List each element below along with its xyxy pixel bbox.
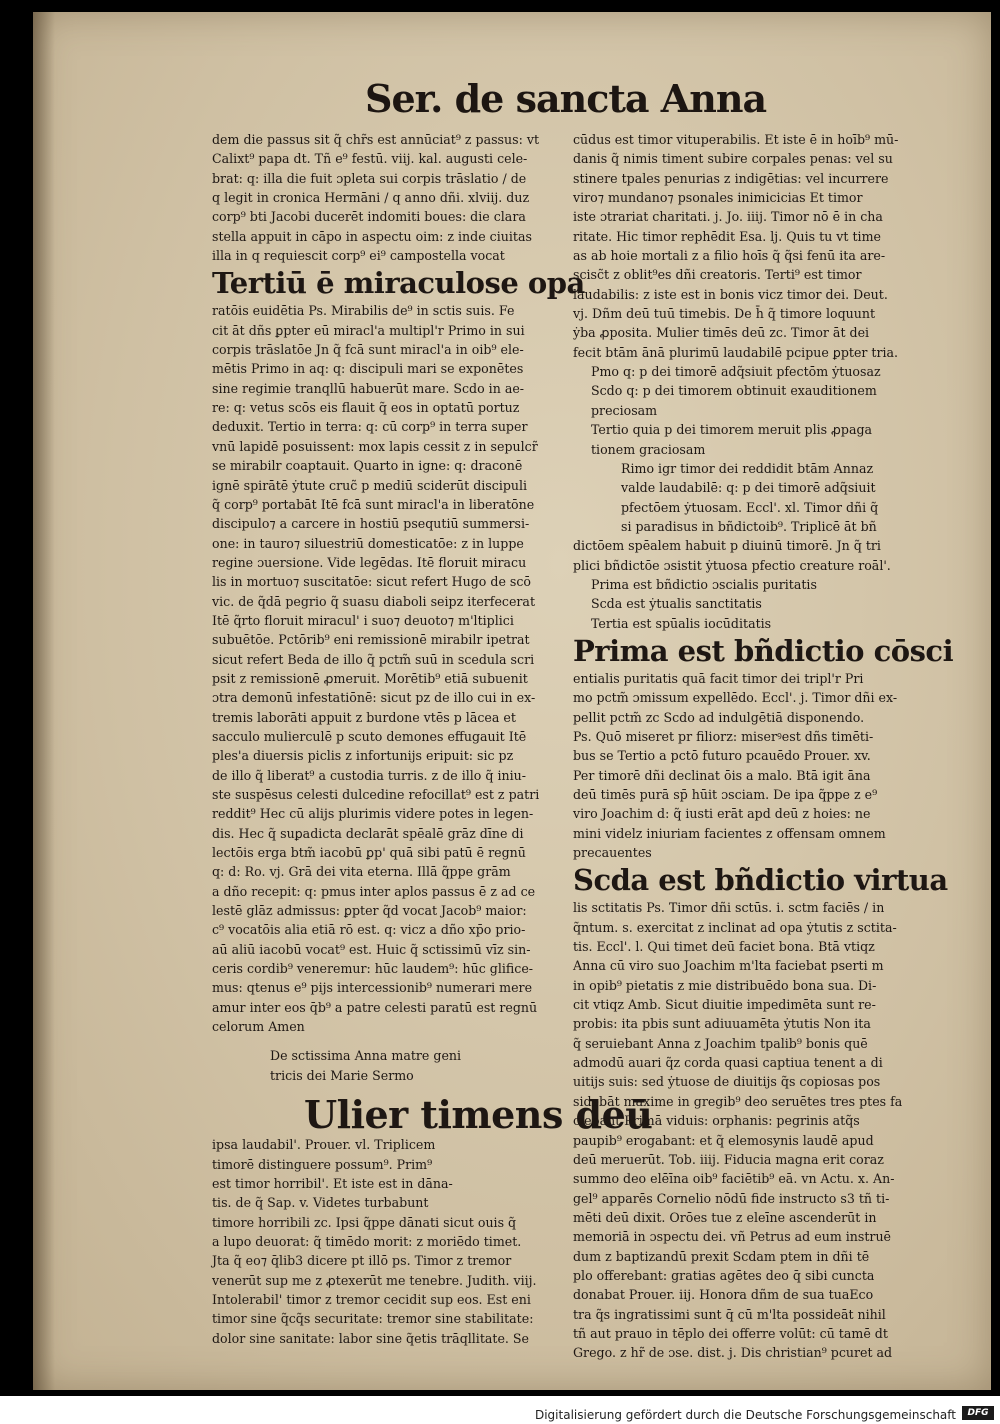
text-line: vj. Dñm deū tuū timebis. De h̄ q̃ timore loquunt	[573, 306, 876, 322]
text-line: Pmo q: p dei timorē adq̃siuit pfectōm ẏtuosaz	[591, 364, 881, 380]
text-line: corp⁹ bti Jacobi ducerēt indomiti boues: die clara	[212, 209, 526, 225]
section-heading-mulier: Ulier timens deū	[304, 1092, 653, 1138]
right-text-block-e	[573, 669, 951, 862]
text-line: tremis laborāti appuit z burdone vtēs p lācea et	[212, 709, 516, 725]
section-heading-prima: Prima est bñdictio cōsci	[573, 633, 954, 668]
text-line: viro Joachim d: q̃ iusti erāt apd deū z hoies: ne	[573, 806, 871, 822]
text-line: tionem graciosam	[591, 441, 706, 457]
text-line: re: q: vetus scōs eis flauit q̃ eos in optatū portuz	[212, 400, 520, 416]
text-line: as ab hoie mortali z a filio hoīs q̃ q̃si fenū ita are-	[573, 248, 886, 264]
text-line: plici bñdictōe ɔsistit ẏtuosa pfectio creature roāl'.	[573, 557, 891, 573]
text-line: vnū lapidē posuissent: mox lapis cessit z in sepulcr̃	[212, 438, 538, 454]
text-line: De sctissima Anna matre geni	[270, 1048, 462, 1064]
text-line: donabat Prouer. iij. Honora dñm de sua tuaEco	[573, 1287, 874, 1303]
text-line: a lupo deuorat: q̃ timēdo morit: z moriēdo timet.	[212, 1233, 522, 1249]
text-line: dis. Hec q̃ suꝑadicta declarāt spēalē grāz dīne di	[212, 825, 524, 841]
text-line: ignē spirātē ẏtute cruc̃ p mediū sciderūt discipuli	[212, 477, 528, 493]
text-line: discipulo⁊ a carcere in hostiū psequtiū summersi-	[212, 516, 530, 532]
text-line: ẏba ꝓposita. Mulier timēs deū zc. Timor āt dei	[573, 325, 870, 341]
text-line: mo pctm̃ ɔmissum expellēdo. Eccl'. j. Timor dñi ex-	[573, 690, 898, 706]
right-text-block-f	[573, 898, 951, 1362]
text-line: plo offerebant: gratias agētes deo q̄ sibi cuncta	[573, 1267, 875, 1283]
text-line: dem die passus sit q̃ chr̃s est annūciat⁹ z passus: vt	[212, 132, 540, 147]
text-line: memoriā in ɔspectu dei. vñ Petrus ad eum instruē	[573, 1229, 892, 1245]
text-line: admodū auari q̃z corda quasi captiua tenent a di	[573, 1055, 883, 1071]
text-line: ciebant Primā viduis: orphanis: pegrinis atq̃s	[573, 1113, 860, 1129]
text-line: regine ɔuersione. Vide legēdas. Itē floruit miracu	[212, 554, 527, 570]
text-line: q̃ seruiebant Anna z Joachim tpalib⁹ bonis quē	[573, 1035, 868, 1051]
text-line: lectōis erga btm̃ iacobū ꝑp' quā sibi patū ē regnū	[212, 845, 526, 861]
text-line: Prima est bñdictio ɔscialis puritatis	[591, 576, 817, 592]
text-line: dum z baptizandū prexit Scdam ptem in dñi tē	[573, 1248, 870, 1264]
text-line: mētis Primo in aq: q: discipuli mari se exponētes	[212, 361, 524, 377]
text-line: ɔtra demonū infestatiōnē: sicut pz de illo cui in ex-	[212, 690, 536, 706]
text-line: sidebāt maxime in gregib⁹ deo seruētes tres ptes fa	[573, 1093, 903, 1109]
right-column	[573, 130, 954, 1363]
text-line: laudabilis: z iste est in bonis vicz timor dei. Deut.	[573, 286, 888, 302]
text-line: mēti deū dixit. Orōes tue z eleīne ascenderūt in	[573, 1209, 877, 1225]
text-line: probis: ita pbis sunt adiuuamēta ẏtutis Non ita	[573, 1016, 871, 1032]
text-line: aū aliū iacobū vocat⁹ est. Huic q̃ sctissimū vīz sin-	[212, 941, 531, 957]
text-line: paupib⁹ erogabant: et q̃ elemosynis laudē apud	[573, 1132, 874, 1148]
text-line: scisc̃t z oblit⁹es dñi creatoris. Terti⁹ est timor	[573, 267, 862, 283]
text-line: Tertio quia p dei timorem meruit plis ꝓpaga	[591, 422, 873, 438]
text-line: cit āt dñs ꝑpter eū miracl'a multipl'r Primo in sui	[212, 322, 525, 338]
text-line: q: d: Ro. vj. Grā dei vita eterna. Illā q̃ppe grām	[212, 864, 511, 880]
text-line: lestē glāz admissus: ꝑpter q̃d vocat Jacob⁹ maior:	[212, 903, 527, 919]
text-line: amur inter eos q̄b⁹ a patre celesti paratū est regnū	[212, 999, 538, 1015]
text-line: c⁹ vocatōis alia etiā rō est. q: vicz a dño xp̄o prio-	[212, 922, 526, 938]
running-head: Ser. de sancta Anna	[365, 76, 767, 121]
text-line: psit z remissionē ꝓmeruit. Morētib⁹ etiā subuenit	[212, 670, 528, 686]
text-line: a dño recepit: q: pmus inter aplos passus ē z ad ce	[212, 883, 536, 899]
text-line: Jta q̃ eo⁊ q̄lib3 dicere pt illō ps. Timor z tremor	[212, 1253, 512, 1269]
text-line: Scdo q: p dei timorem obtinuit exauditionem	[591, 383, 877, 399]
text-line: Per timorē dñi declinat ōis a malo. Btā igit āna	[573, 767, 871, 783]
text-line: timor sine q̃cq̃s securitate: tremor sine stabilitate:	[212, 1311, 534, 1327]
page-gutter-shadow	[33, 12, 55, 1390]
text-line: valde laudabilē: q: p dei timorē adq̃siuit	[621, 480, 876, 496]
text-line: dictōem spēalem habuit p diuinū timorē. Jn q̃ tri	[573, 538, 881, 554]
text-line: Anna cū viro suo Joachim m'lta faciebat pserti m	[573, 958, 884, 974]
text-line: subuētōe. Pctōrib⁹ eni remissionē mirabilr ipetrat	[212, 632, 530, 648]
text-line: ratōis euidētia Ps. Mirabilis de⁹ in sctis suis. Fe	[212, 303, 515, 319]
funding-credit: Digitalisierung gefördert durch die Deutsche Forschungsgemeinschaft	[534, 1408, 956, 1422]
text-line: Intolerabil' timor z tremor cecidit sup eos. Est eni	[212, 1291, 531, 1307]
text-line: summo deo elēīna oib⁹ faciētib⁹ eā. vn Actu. x. An-	[573, 1171, 895, 1187]
benediction-list	[573, 575, 951, 633]
right-text-block-d	[573, 536, 951, 575]
text-line: tra q̃s ingratissimi sunt q̄ cū m'lta possideāt nihil	[573, 1306, 886, 1322]
text-line: celorum Amen	[212, 1019, 305, 1035]
text-line: vic. de q̃dā pegrio q̃ suasu diaboli seipz iterfecerat	[212, 593, 536, 609]
text-line: tis. de q̃ Sap. v. Videtes turbabunt	[212, 1195, 429, 1211]
text-line: lis in mortuo⁊ suscitatōe: sicut refert Hugo de scō	[212, 574, 532, 590]
text-line: q legit in cronica Hermāni / q anno dñi. xlviij. duz	[212, 190, 530, 206]
text-line: ste suspēsus celesti dulcedine refocillat⁹ est z patri	[212, 787, 540, 802]
text-line: pfectōem ẏtuosam. Eccl'. xl. Timor dñi q̃	[621, 499, 879, 515]
text-line: sacculo mulierculē p scuto demones effugauit Itē	[212, 728, 527, 744]
text-line: stinere tpales penurias z indigētias: vel incurrere	[573, 170, 889, 186]
text-line: tricis dei Marie Sermo	[270, 1067, 414, 1083]
text-line: Tertia est spūalis iocūditatis	[591, 615, 772, 631]
text-line: cūdus est timor vituperabilis. Et iste ē in hoīb⁹ mū-	[573, 132, 899, 147]
right-text-block-a	[573, 130, 951, 362]
left-text-block-b	[212, 301, 584, 1036]
sermon-title	[212, 1046, 584, 1085]
text-line: bus se Tertio a pctō futuro pcauēdo Prouer. xv.	[573, 748, 871, 764]
text-line: se mirabilr coaptauit. Quarto in igne: q: draconē	[212, 458, 523, 474]
text-line: de illo q̃ liberat⁹ a custodia turris. z de illo q̃ iniu-	[212, 767, 526, 783]
text-line: ritate. Hic timor rephēdit Esa. lj. Quis tu vt time	[573, 228, 881, 244]
text-line: q̃ntum. s. exercitat z inclinat ad opa ẏtutis z sctita-	[573, 919, 897, 935]
text-line: viro⁊ mundano⁊ psonales inimicicias Et timor	[573, 190, 863, 206]
text-line: ples'a diuersis piclis z infortunijs eripuit: sic pz	[212, 748, 514, 764]
text-line: brat: q: illa die fuit ɔpleta sui corpis trāslatio / de	[212, 170, 527, 186]
text-line: Itē q̃rto floruit miracul' i suo⁊ deuoto⁊ m'ltiplici	[212, 612, 514, 628]
text-line: est timor horribil'. Et iste est in dāna-	[212, 1175, 453, 1191]
right-division-list	[573, 362, 951, 459]
text-line: tñ aut prauo in tēplo dei offerre volūt: cū tamē dt	[573, 1325, 888, 1341]
text-line: preciosam	[591, 402, 658, 418]
text-line: stella appuit in cāpo in aspectu oim: z inde ciuitas	[212, 228, 532, 244]
text-line: precauentes	[573, 845, 652, 861]
text-line: illa in q requiescit corp⁹ ei⁹ campostella vocat	[212, 248, 505, 264]
text-line: Calixt⁹ papa dt. Tñ e⁹ festū. viij. kal. augusti cele-	[212, 151, 528, 167]
text-line: timorē distinguere possum⁹. Prim⁹	[212, 1156, 433, 1172]
text-line: cit vtiqz Amb. Sicut diuitie impedimēta sunt re-	[573, 997, 876, 1013]
text-line: deū meruerūt. Tob. iiij. Fiducia magna erit coraz	[573, 1151, 884, 1167]
text-line: mus: qtenus e⁹ pijs intercessionib⁹ numerari mere	[212, 980, 533, 996]
text-line: sicut refert Beda de illo q̃ pctm̃ suū in scedula scri	[212, 651, 535, 667]
text-line: sine regimie tranqllū habuerūt mare. Scdo in ae-	[212, 380, 525, 396]
left-text-block-a	[212, 130, 584, 265]
text-line: tis. Eccl'. l. Qui timet deū faciet bona. Btā vtiqz	[573, 939, 875, 955]
right-text-block-c	[573, 459, 951, 536]
text-line: danis q̃ nimis timent subire corpales penas: vel su	[573, 151, 893, 167]
text-line: deduxit. Tertio in terra: q: cū corp⁹ in terra super	[212, 419, 528, 435]
section-heading-secunda: Scda est bñdictio virtua	[573, 863, 948, 898]
text-line: dolor sine sanitate: labor sine q̃etis trāqllitate. Se	[212, 1330, 530, 1346]
text-line: fecit btām ānā plurimū laudabilē pcipue ꝑpter tria.	[573, 344, 899, 360]
dfg-logo: DFG	[962, 1406, 994, 1420]
text-line: deū timēs purā sp̄ hūit ɔsciam. De ipa q̃ppe z e⁹	[573, 787, 878, 802]
text-line: corpis trāslatōe Jn q̃ fcā sunt miracl'a in oib⁹ ele-	[212, 342, 524, 358]
text-line: reddit⁹ Hec cū alijs plurimis videre potes in legen-	[212, 806, 534, 822]
left-text-block-c	[212, 1135, 584, 1348]
text-line: q̃ corp⁹ portabāt Itē fcā sunt miracl'a in liberatōne	[212, 496, 535, 512]
text-line: Rimo igr timor dei reddidit btām Annaz	[621, 460, 874, 476]
text-line: pellit pctm̃ zc Scdo ad indulgētiā disponendo.	[573, 709, 865, 725]
text-line: Scda est ẏtualis sanctitatis	[591, 596, 762, 612]
text-line: venerūt sup me z ꝓtexerūt me tenebre. Judith. viij.	[212, 1272, 537, 1288]
text-line: entialis puritatis quā facit timor dei tripl'r Pri	[573, 670, 864, 686]
text-line: uitijs suis: sed ẏtuose de diuitijs q̃s copiosas pos	[573, 1074, 881, 1090]
text-line: one: in tauro⁊ siluestriū domesticatōe: z in luppe	[212, 535, 524, 551]
text-line: iste ɔtrariat charitati. j. Jo. iiij. Timor nō ē in cha	[573, 209, 883, 225]
text-line: ipsa laudabil'. Prouer. vl. Triplicem	[212, 1137, 436, 1153]
text-line: ceris cordib⁹ veneremur: hūc laudem⁹: hūc glifice-	[212, 961, 534, 977]
text-line: in opib⁹ pietatis z mie distribuēdo bona sua. Di-	[573, 977, 877, 993]
section-heading-tertium: Tertiū ē miraculose opa	[212, 266, 585, 301]
text-line: Grego. z hr̃ de ɔse. dist. j. Dis christian⁹ pcuret ad	[573, 1345, 893, 1361]
text-line: Ps. Quō miseret pr filiorz: miserꝰest dñs timēti-	[573, 728, 874, 744]
text-line: lis sctitatis Ps. Timor dñi sctūs. i. sctm faciēs / in	[573, 900, 885, 916]
text-line: mini videlz iniuriam facientes z offensam omnem	[573, 825, 886, 841]
text-line: timore horribili zc. Ipsi q̃ppe dānati sicut ouis q̃	[212, 1214, 517, 1230]
text-line: si paradisus in bñdictoib⁹. Triplicē āt bñ	[621, 518, 877, 534]
text-line: gel⁹ apparēs Cornelio nōdū fide instructo s3 tñ ti-	[573, 1190, 890, 1206]
